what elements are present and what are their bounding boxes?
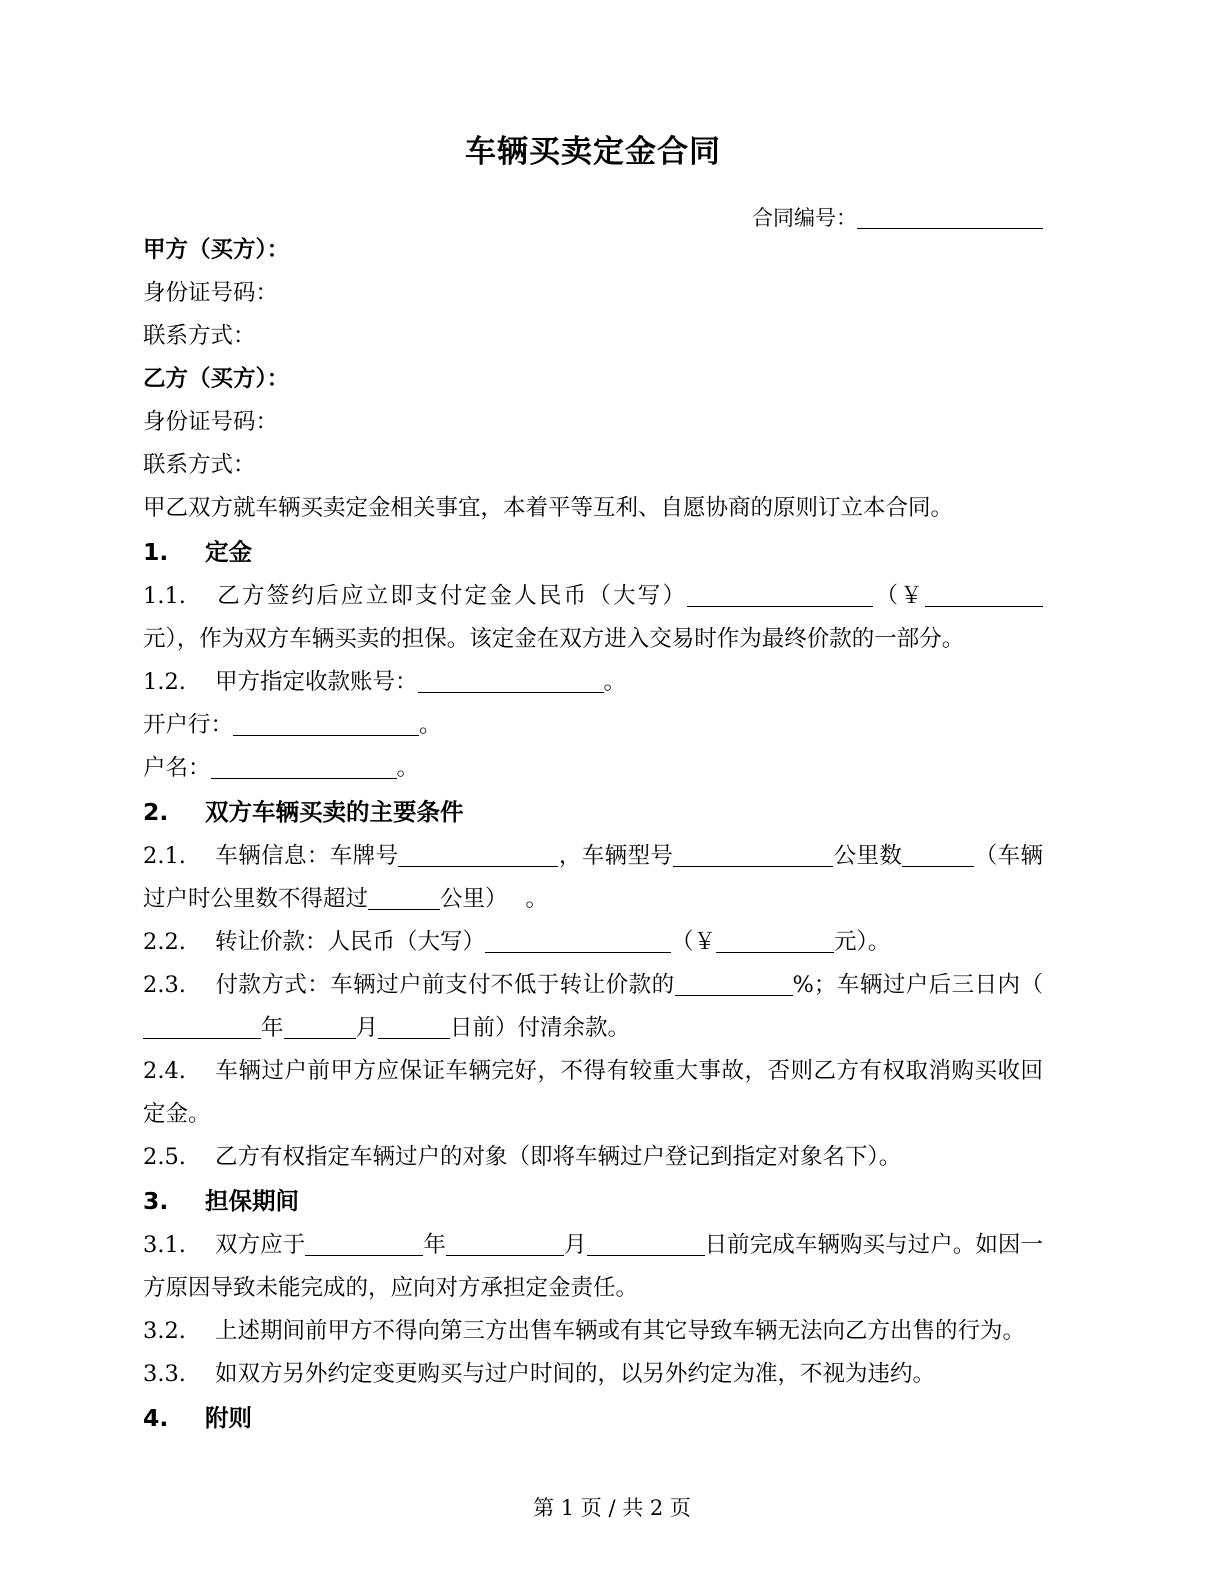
party-b-heading: 乙方（买方）： [143,366,290,392]
clause-number-2-1: 2.1. [143,843,186,869]
bank-branch-tail: 。 [419,712,442,738]
bank-branch-label: 开户行： [143,712,234,738]
deposit-amount-words-blank[interactable] [687,586,873,607]
vehicle-model-blank[interactable] [673,846,833,867]
clause-2-5 [143,1136,1043,1179]
section-title-2: 双方车辆买卖的主要条件 [205,798,464,826]
clause-text-2-2-b: （￥ [671,929,717,955]
section-number-4: 4. [143,1404,169,1432]
clause-1-2 [143,661,1043,704]
section-heading-4 [143,1396,1043,1441]
page-footer: 第 1 页 / 共 2 页 [533,1496,691,1520]
clause-text-1-1-c: 元），作为双方车辆买卖的担保。该定金在双方进入交易时作为最终价款的一部分。 [143,626,965,652]
mileage-limit-blank[interactable] [368,889,440,910]
clause-text-2-1-d: （车辆过户时公里数不得超过 [143,843,1043,912]
clause-number-3-2: 3.2. [143,1318,186,1344]
clause-text-2-5: 乙方有权指定车辆过户的对象（即将车辆过户登记到指定对象名下）。 [215,1144,902,1170]
section-number-3: 3. [143,1187,169,1215]
party-a-contact-label: 联系方式： [143,323,256,349]
account-name-tail: 。 [396,755,420,781]
plate-number-blank[interactable] [398,846,558,867]
section-number-1: 1. [143,538,169,566]
clause-number-2-4: 2.4. [143,1058,186,1084]
completion-day-blank[interactable] [587,1235,705,1256]
clause-text-2-1-c: 公里数 [833,843,903,869]
clause-text-2-3-b: %；车辆过户后三日内（ [792,972,1043,998]
clause-number-1-2: 1.2. [143,669,186,695]
clause-text-2-3-c: 年 [261,1015,284,1041]
section-title-3: 担保期间 [205,1187,299,1215]
completion-month-blank[interactable] [446,1235,564,1256]
clause-text-1-2-b: 。 [603,669,627,695]
payee-account-blank[interactable] [418,672,604,693]
clause-text-3-1-c: 月 [563,1232,587,1258]
section-number-2: 2. [143,798,169,826]
party-b-contact-label: 联系方式： [143,452,256,478]
clause-2-2 [143,921,1043,964]
clause-text-2-3-e: 日前）付清余款。 [450,1015,631,1041]
section-title-1: 定金 [205,538,252,566]
balance-month-blank[interactable] [284,1018,356,1039]
section-title-4: 附则 [205,1404,252,1432]
clause-text-2-1-a: 车辆信息：车牌号 [215,843,399,869]
clause-number-1-1: 1.1. [143,583,186,609]
clause-text-3-2: 上述期间前甲方不得向第三方出售车辆或有其它导致车辆无法向乙方出售的行为。 [215,1318,1026,1344]
section-heading-1 [143,530,1043,575]
section-heading-3 [143,1179,1043,1224]
contract-number-label: 合同编号： [752,206,857,230]
account-name-label: 户名： [143,755,211,781]
clause-text-3-3: 如双方另外约定变更购买与过户时间的，以另外约定为准，不视为违约。 [215,1361,936,1387]
bank-branch-blank[interactable] [233,715,419,736]
clause-3-2 [143,1310,1043,1353]
clause-2-4 [143,1050,1043,1136]
clause-3-1 [143,1224,1043,1310]
prepayment-percent-blank[interactable] [675,975,793,996]
balance-day-blank[interactable] [378,1018,450,1039]
clause-text-1-1-b: （￥ [873,583,925,609]
account-name-blank[interactable] [211,758,397,779]
clause-2-3 [143,964,1043,1050]
balance-year-blank[interactable] [143,1018,261,1039]
clause-number-2-2: 2.2. [143,929,186,955]
page-title: 车辆买卖定金合同 [465,134,721,170]
clause-text-1-2-a: 甲方指定收款账号： [215,669,418,695]
mileage-blank[interactable] [902,846,974,867]
clause-number-2-5: 2.5. [143,1144,186,1170]
clause-text-2-4: 车辆过户前甲方应保证车辆完好，不得有较重大事故，否则乙方有权取消购买收回定金。 [143,1058,1043,1127]
clause-number-3-3: 3.3. [143,1361,186,1387]
contract-number-row [143,208,1043,229]
clause-text-2-1-b: ，车辆型号 [558,843,674,869]
clause-text-3-1-a: 双方应于 [215,1232,306,1258]
contract-number-blank[interactable] [857,208,1043,229]
clause-text-2-1-f: 。 [525,886,549,912]
account-name-field [143,747,1043,790]
deposit-amount-digits-blank[interactable] [925,586,1043,607]
clause-text-2-2-a: 转让价款：人民币（大写） [215,929,486,955]
completion-year-blank[interactable] [305,1235,423,1256]
transfer-price-words-blank[interactable] [485,932,671,953]
clause-number-3-1: 3.1. [143,1232,186,1258]
clause-text-2-3-a: 付款方式：车辆过户前支付不低于转让价款的 [215,972,675,998]
party-a-heading: 甲方（买方）： [143,237,290,263]
clause-number-2-3: 2.3. [143,972,186,998]
document-content [143,0,1043,1441]
clause-2-1 [143,835,1043,921]
bank-branch-field [143,704,1043,747]
clause-3-3 [143,1353,1043,1396]
clause-1-1 [143,575,1043,661]
clause-text-2-2-c: 元）。 [834,929,891,955]
preamble-paragraph: 甲乙双方就车辆买卖定金相关事宜，本着平等互利、自愿协商的原则订立本合同。 [143,495,954,521]
transfer-price-digits-blank[interactable] [716,932,834,953]
clause-text-3-1-d: 日前完成车辆购买与过户。如因一方原因导致未能完成的，应向对方承担定金责任。 [143,1232,1043,1301]
clause-text-3-1-b: 年 [423,1232,446,1258]
clause-text-2-3-d: 月 [355,1015,379,1041]
clause-text-2-1-e: 公里） [440,886,508,912]
section-heading-2 [143,790,1043,835]
party-a-id-label: 身份证号码： [143,280,279,306]
clause-text-1-1-a: 乙方签约后应立即支付定金人民币（大写） [215,583,688,609]
party-b-id-label: 身份证号码： [143,409,279,435]
